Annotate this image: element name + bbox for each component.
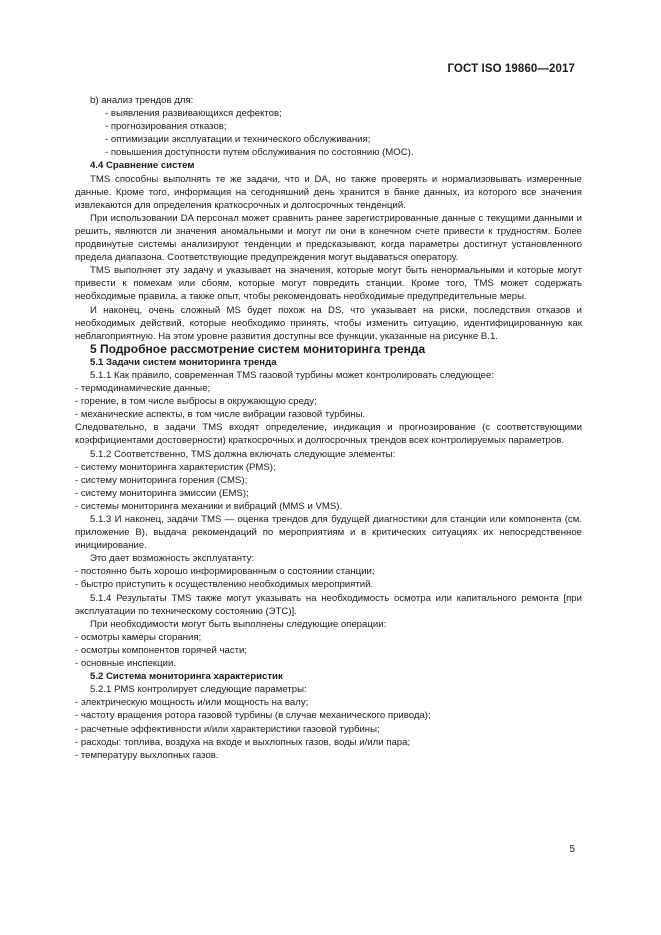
paragraph: 5.2.1 PMS контролирует следующие параметры:	[90, 684, 307, 696]
list-item: - термодинамические данные;	[75, 383, 211, 395]
paragraph: И наконец, очень сложный MS будет похож на DS, что указывает на риски, последствия отказов и необходимых действий, которые необходимо принять, чтобы изменить ситуацию, идентифицированную как неблагоприятную. На этом уровне развития доступны все функции, указанные на рисунке B.1.	[75, 304, 582, 342]
list-item: - системы мониторинга механики и вибраций (MMS и VMS).	[75, 500, 343, 512]
section-5-title: 5 Подробное рассмотрение систем мониторинга тренда	[90, 341, 426, 356]
list-item: - расходы: топлива, воздуха на входе и выхлопных газов, воды и/или пара;	[75, 736, 411, 748]
paragraph: 5.1.1 Как правило, современная TMS газовой турбины может контролировать следующее:	[90, 369, 495, 381]
page-number: 5	[569, 844, 575, 855]
list-item: - расчетные эффективности и/или характеристики газовой турбины;	[75, 723, 380, 735]
section-5-2-title: 5.2 Система мониторинга характеристик	[90, 671, 283, 683]
list-item: - частоту вращения ротора газовой турбины (в случае механического привода);	[75, 710, 431, 722]
list-item: - быстро приступить к осуществлению необходимых мероприятий.	[75, 579, 374, 591]
page-content	[75, 94, 582, 762]
list-item: - температуру выхлопных газов.	[75, 749, 219, 761]
list-item: - горение, в том числе выбросы в окружающую среду;	[75, 396, 317, 408]
section-4-4-title: 4.4 Сравнение систем	[90, 160, 195, 172]
paragraph: 5.1.3 И наконец, задачи TMS — оценка трендов для будущей диагностики для станции или компонента (см. приложение B), выдача рекомендаций по мероприятиям и в критических ситуациях их непосредственное инициирование.	[75, 514, 582, 552]
list-item: - механические аспекты, в том числе вибрации газовой турбины.	[75, 409, 366, 421]
paragraph: При необходимости могут быть выполнены следующие операции:	[90, 618, 387, 630]
paragraph: 5.1.2 Соответственно, TMS должна включать следующие элементы:	[90, 448, 396, 460]
list-item: - прогнозирования отказов;	[105, 121, 227, 133]
list-item: - систему мониторинга характеристик (PMS);	[75, 461, 276, 473]
list-item: - повышения доступности путем обслуживания по состоянию (МОС).	[105, 147, 414, 159]
section-5-1-title: 5.1 Задачи систем мониторинга тренда	[90, 356, 277, 368]
paragraph: TMS способны выполнять те же задачи, что и DA, но также проверять и нормализовывать измеренные данные. Кроме того, информация на сегодняшний день хранится в банке данных, из которого все значения извлекаются для определения краткосрочных и долгосрочных тенденций.	[75, 173, 582, 211]
list-item: - систему мониторинга эмиссии (EMS);	[75, 487, 249, 499]
paragraph: Это дает возможность эксплуатанту:	[90, 553, 255, 565]
list-intro: b) анализ трендов для:	[90, 95, 194, 106]
list-item: - осмотры камеры сгорания;	[75, 631, 202, 643]
list-item: - осмотры компонентов горячей части;	[75, 644, 248, 656]
list-item: - основные инспекции.	[75, 658, 176, 670]
list-item: - систему мониторинга горения (CMS);	[75, 474, 248, 486]
list-item: - выявления развивающихся дефектов;	[105, 108, 282, 120]
paragraph: При использовании DA персонал может сравнить ранее зарегистрированные данные с текущими данными и решить, являются ли значения аномальными и могут ли они в конечном счете привести к трудностям. Более продвинутые системы анализируют тенденции и предсказывают, когда параметры достигнут установленного предела диапазона. Соответствующие предупреждения могут выдаваться оператору.	[75, 212, 582, 264]
list-item: - электрическую мощность и/или мощность на валу;	[75, 697, 309, 709]
list-item: - оптимизации эксплуатации и технического обслуживания;	[105, 134, 371, 146]
paragraph: Следовательно, в задачи TMS входят определение, индикация и прогнозирование (с соответствующими коэффициентами достоверности) краткосрочных и долгосрочных трендов всех контролируемых параметров.	[75, 422, 582, 447]
list-item: - постоянно быть хорошо информированным о состоянии станции;	[75, 566, 375, 578]
paragraph: 5.1.4 Результаты TMS также могут указывать на необходимость осмотра или капитального ремонта [при эксплуатации по техническому состоянию (ЭТС)].	[75, 592, 582, 617]
paragraph: TMS выполняет эту задачу и указывает на значения, которые могут быть ненормальными и которые могут привести к помехам или сбоям, которые могут повредить станции. Кроме того, TMS может содержать необходимые правила, а также опыт, чтобы рекомендовать необходимые предупредительные меры.	[75, 265, 582, 303]
document-header: ГОСТ ISO 19860—2017	[447, 63, 575, 75]
